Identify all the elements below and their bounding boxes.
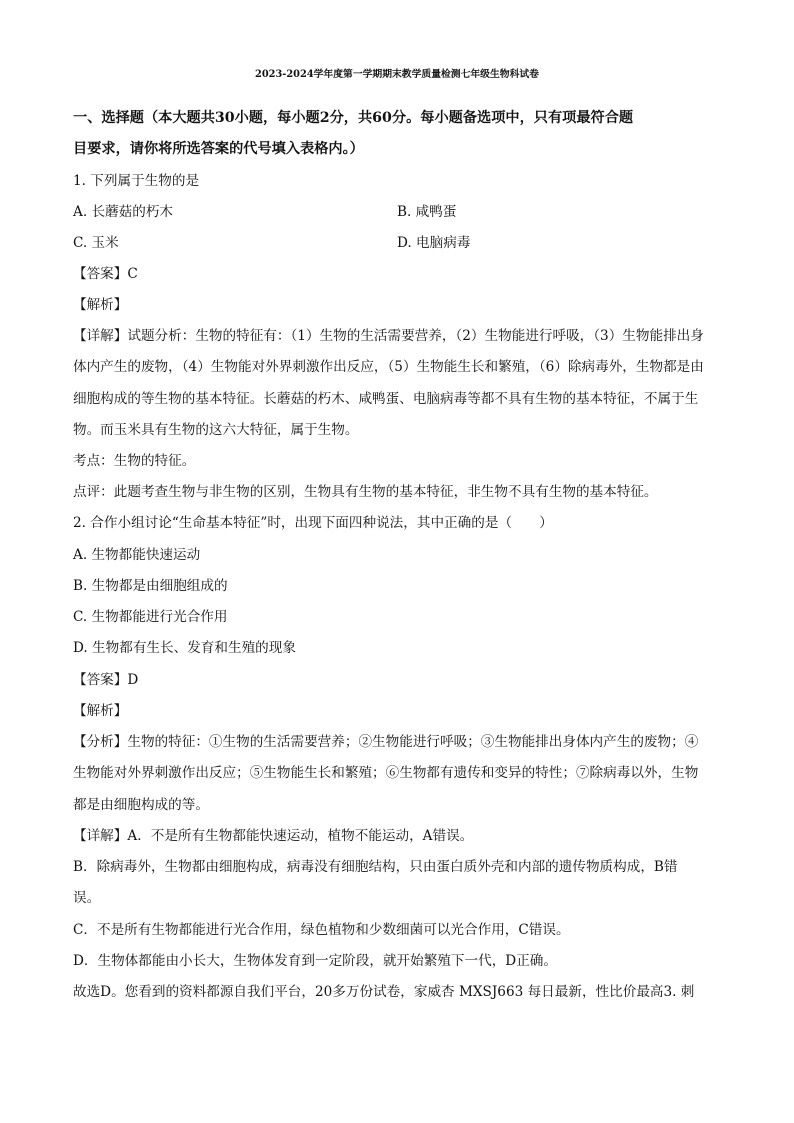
q1-detail-line-4: 物。而玉米具有生物的这六大特征，属于生物。 bbox=[73, 422, 359, 438]
q2-detail-line-4: C．不是所有生物都能进行光合作用，绿色植物和少数细菌可以光合作用，C错误。 bbox=[73, 922, 570, 938]
q1-dianping: 点评：此题考查生物与非生物的区别，生物具有生物的基本特征，非生物不具有生物的基本特征。 bbox=[73, 484, 658, 500]
q2-fenxi-line-2: 生物能对外界刺激作出反应；⑤生物能生长和繁殖；⑥生物都有遗传和变异的特性；⑦除病毒以外，生物 bbox=[73, 765, 699, 781]
q2-detail-line-1: 【详解】A．不是所有生物都能快速运动，植物不能运动，A错误。 bbox=[73, 828, 474, 844]
q1-option-d: D. 电脑病毒 bbox=[397, 235, 471, 251]
q2-option-c: C. 生物都能进行光合作用 bbox=[73, 609, 228, 625]
q2-fenxi-line-1: 【分析】生物的特征：①生物的生活需要营养；②生物能进行呼吸；③生物能排出身体内产生的废物；④ bbox=[73, 734, 699, 750]
q1-option-a: A. 长蘑菇的朽木 bbox=[73, 204, 174, 220]
section-heading-line-1: 一、选择题（本大题共30小题，每小题2分，共60分。每小题备选项中，只有项最符合题 bbox=[73, 110, 634, 126]
q2-option-d: D. 生物都有生长、发育和生殖的现象 bbox=[73, 640, 296, 656]
q1-stem: 1. 下列属于生物的是 bbox=[73, 173, 200, 189]
q2-option-b: B. 生物都是由细胞组成的 bbox=[73, 578, 228, 594]
q1-kaodian: 考点：生物的特征。 bbox=[73, 453, 196, 469]
q2-stem: 2. 合作小组讨论“生命基本特征”时，出现下面四种说法，其中正确的是（ ） bbox=[73, 515, 553, 531]
q2-detail-line-3: 误。 bbox=[73, 890, 101, 906]
q2-option-a: A. 生物都能快速运动 bbox=[73, 547, 201, 563]
q1-detail-line-2: 体内产生的废物，（4）生物能对外界刺激作出反应，（5）生物能生长和繁殖，（6）除病毒外，生物都是由 bbox=[73, 359, 704, 375]
q2-jiexi: 【解析】 bbox=[73, 703, 128, 719]
q2-fenxi-line-3: 都是由细胞构成的等。 bbox=[73, 797, 209, 813]
q1-option-b: B. 咸鸭蛋 bbox=[397, 204, 457, 220]
exam-title: 2023-2024学年度第一学期期末教学质量检测七年级生物科试卷 bbox=[255, 69, 539, 80]
q1-answer: 【答案】C bbox=[73, 266, 138, 282]
q1-option-c: C. 玉米 bbox=[73, 235, 119, 251]
q1-jiexi: 【解析】 bbox=[73, 297, 128, 313]
q2-detail-line-5: D．生物体都能由小长大，生物体发育到一定阶段，就开始繁殖下一代，D正确。 bbox=[73, 953, 557, 969]
q1-detail-line-3: 细胞构成的等生物的基本特征。长蘑菇的朽木、咸鸭蛋、电脑病毒等都不具有生物的基本特征，不属于生 bbox=[73, 391, 699, 407]
q2-answer: 【答案】D bbox=[73, 672, 139, 688]
section-heading-line-2: 目要求，请你将所选答案的代号填入表格内。） bbox=[73, 141, 364, 157]
q1-detail-line-1: 【详解】试题分析：生物的特征有：（1）生物的生活需要营养，（2）生物能进行呼吸，（3）生物能排出身 bbox=[73, 328, 704, 344]
q2-detail-line-2: B．除病毒外，生物都由细胞构成，病毒没有细胞结构，只由蛋白质外壳和内部的遗传物质构成，B错 bbox=[73, 859, 678, 875]
q2-detail-line-6: 故选D。您看到的资料都源自我们平台，20多万份试卷，家威杏 MXSJ663 每日最新，性比价最高3. 刺 bbox=[73, 984, 695, 1000]
